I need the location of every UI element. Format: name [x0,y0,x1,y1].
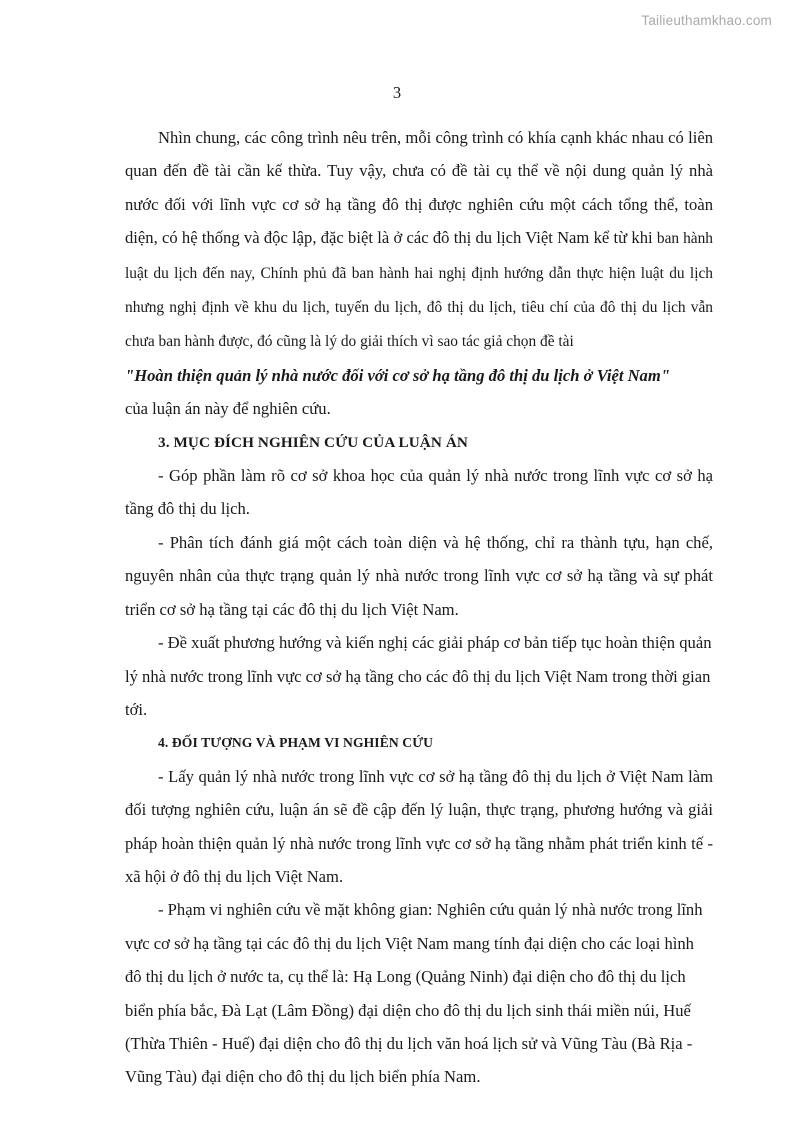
paragraph-intro-tail: của luận án này để nghiên cứu. [125,399,331,419]
list-item-3-1: - Góp phần làm rõ cơ sở khoa học của quản lý nhà nước trong lĩnh vực cơ sở hạ tầng đô thị du lịch. [125,466,713,519]
list-item-4-1: - Lấy quản lý nhà nước trong lĩnh vực cơ sở hạ tầng đô thị du lịch ở Việt Nam làm đối tượng nghiên cứu, luận án sẽ đề cập đến lý luận, thực trạng, phương hướng và giải pháp hoàn thiện quản lý nhà nước trong lĩnh vực cơ sở hạ tầng nhằm phát triển kinh tế - xã hội ở đô thị du lịch Việt Nam. [125,766,713,886]
paragraph-intro-text: Nhìn chung, các công trình nêu trên, mỗi công trình có khía cạnh khác nhau có liên quan đến đề tài cần kế thừa. Tuy vậy, chưa có đề tài cụ thể về nội dung quản lý nhà nước đối với lĩnh vực cơ sở hạ tầng đô thị được nghiên cứu một cách tổng thể, toàn diện, có hệ thống và độc lập, đặc biệt là ở các đô thị du lịch Việt Nam kể từ khi [125,128,713,248]
heading-doi-tuong-pham-vi: 4. ĐỐI TƯỢNG VÀ PHẠM VI NGHIÊN CỨU [158,735,434,751]
site-watermark: Tailieuthamkhao.com [641,13,772,28]
list-item-3-2: - Phân tích đánh giá một cách toàn diện và hệ thống, chỉ ra thành tựu, hạn chế, nguyên nhân của thực trạng quản lý nhà nước trong lĩnh vực cơ sở hạ tầng và sự phát triển cơ sở hạ tầng tại các đô thị du lịch Việt Nam. [125,532,713,619]
paragraph-intro [125,121,713,359]
list-item-3-3: - Đề xuất phương hướng và kiến nghị các giải pháp cơ bản tiếp tục hoàn thiện quản lý nhà nước trong lĩnh vực cơ sở hạ tầng cho các đô thị du lịch Việt Nam trong thời gian tới. [125,633,712,719]
document-body [125,121,713,1094]
thesis-title-text: "Hoàn thiện quản lý nhà nước đối với cơ sở hạ tầng đô thị du lịch ở Việt Nam" [125,365,670,385]
list-item-4-2: - Phạm vi nghiên cứu về mặt không gian: Nghiên cứu quản lý nhà nước trong lĩnh vực cơ sở hạ tầng tại các đô thị du lịch Việt Nam mang tính đại diện cho các loại hình đô thị du lịch ở nước ta, cụ thể là: Hạ Long (Quảng Ninh) đại diện cho đô thị du lịch biển phía bắc, Đà Lạt (Lâm Đồng) đại diện cho đô thị du lịch sinh thái miền núi, Huế (Thừa Thiên - Huế) đại diện cho đô thị du lịch văn hoá lịch sử và Vũng Tàu (Bà Rịa - Vũng Tàu) đại diện cho đô thị du lịch biển phía Nam. [125,900,703,1087]
page-number: 3 [392,83,402,102]
heading-muc-dich-nghien-cuu: 3. MỤC ĐÍCH NGHIÊN CỨU CỦA LUẬN ÁN [158,433,468,451]
paragraph-intro-small-run: ban hành luật du lịch đến nay, Chính phủ đã ban hành hai nghị định hướng dẫn thực hiện luật du lịch nhưng nghị định về khu du lịch, tuyến du lịch, đô thị du lịch, tiêu chí của đô thị du lịch vẫn chưa ban hành được, đó cũng là lý do giải thích vì sao tác giả chọn đề tài [125,230,713,351]
thesis-title-line [125,359,713,392]
